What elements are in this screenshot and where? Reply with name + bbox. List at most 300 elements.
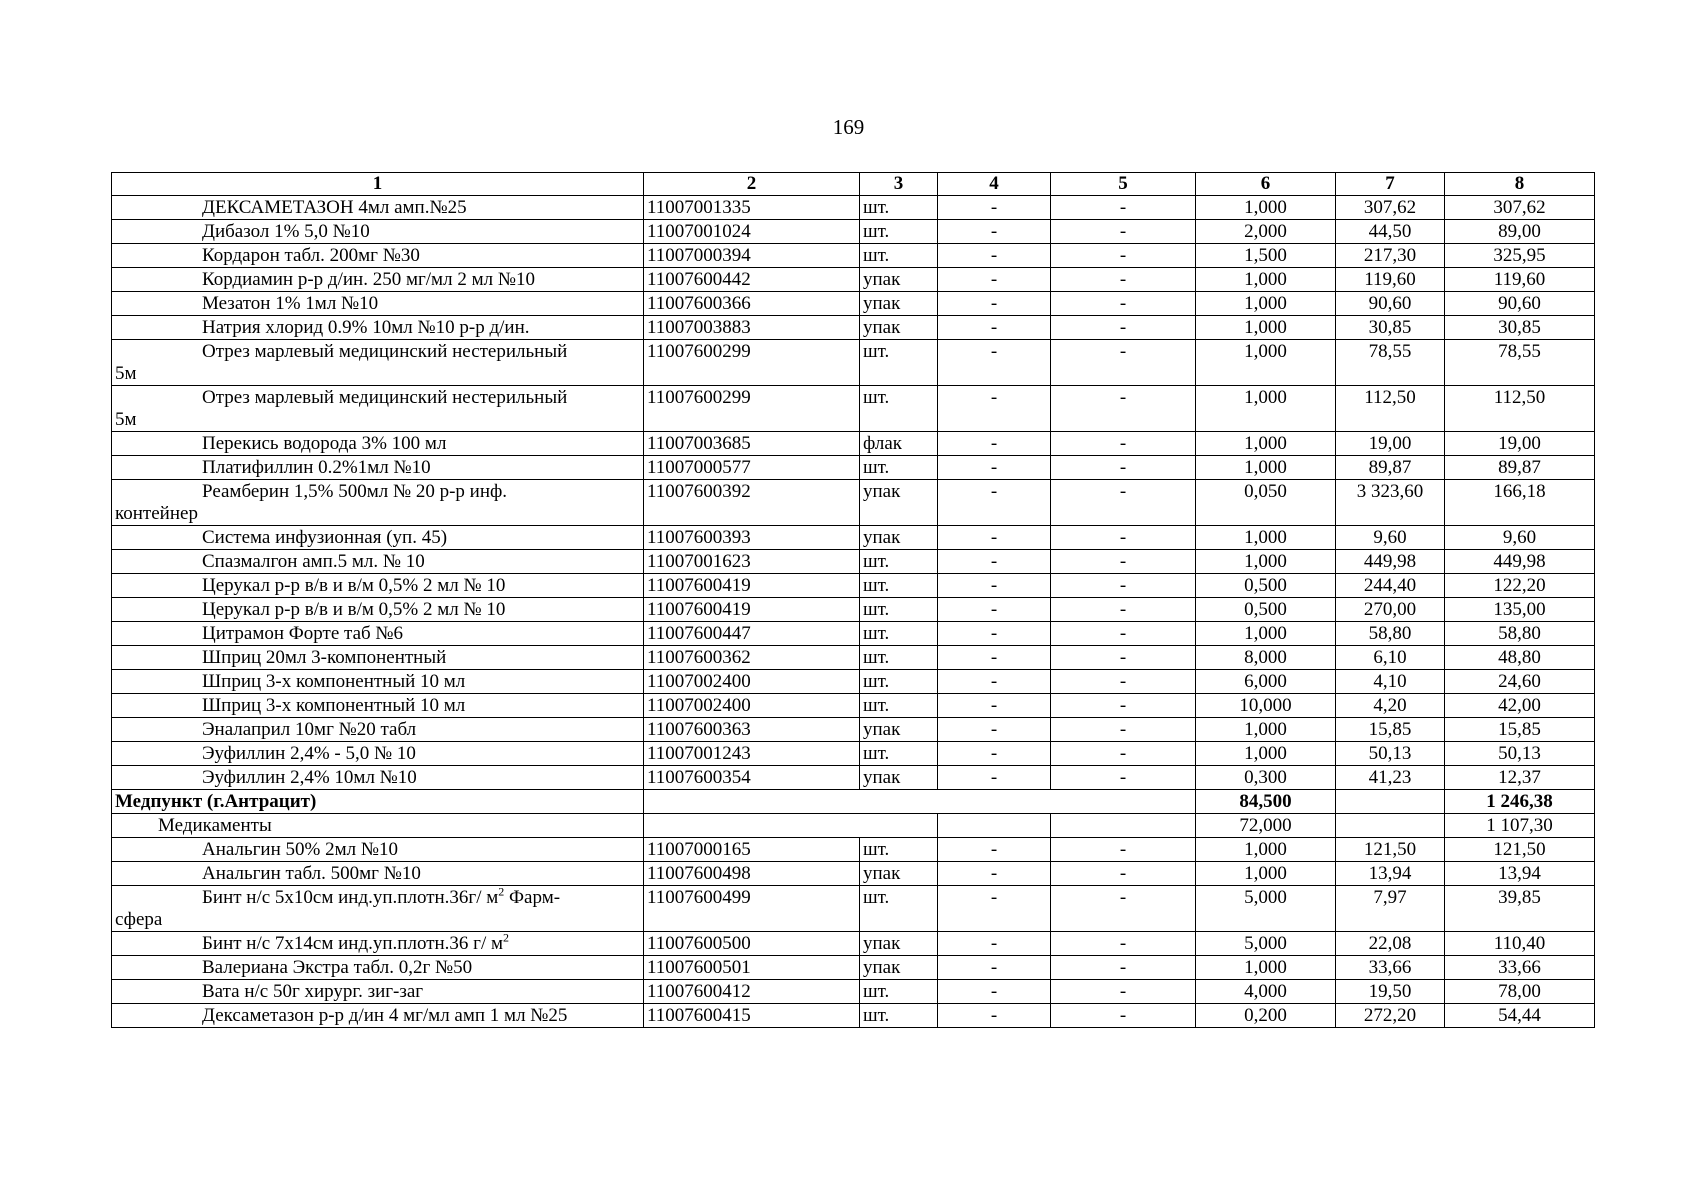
item-price: 15,85	[1336, 718, 1445, 742]
item-name-line	[115, 433, 640, 455]
item-qty: 1,000	[1196, 196, 1336, 220]
item-code: 11007600415	[644, 1004, 860, 1028]
item-unit: шт.	[860, 670, 938, 694]
item-col5: -	[1051, 932, 1196, 956]
item-code: 11007600366	[644, 292, 860, 316]
item-unit: шт.	[860, 456, 938, 480]
item-unit: упак	[860, 766, 938, 790]
item-code: 11007002400	[644, 670, 860, 694]
item-name-continuation: 5м	[115, 409, 137, 430]
item-code: 11007600419	[644, 574, 860, 598]
item-name-cell	[112, 862, 644, 886]
item-name: Система инфузионная (уп. 45)	[202, 527, 448, 548]
table-row	[112, 646, 1595, 670]
item-col5: -	[1051, 598, 1196, 622]
item-col5: -	[1051, 196, 1196, 220]
item-name-cell	[112, 432, 644, 456]
item-price: 90,60	[1336, 292, 1445, 316]
item-qty: 8,000	[1196, 646, 1336, 670]
item-price: 50,13	[1336, 742, 1445, 766]
subgroup-price-empty	[1336, 814, 1445, 838]
item-sum: 33,66	[1445, 956, 1595, 980]
table-row	[112, 244, 1595, 268]
item-unit: упак	[860, 956, 938, 980]
table-row	[112, 622, 1595, 646]
item-name-line	[115, 695, 640, 717]
table-row	[112, 670, 1595, 694]
item-name-cell	[112, 670, 644, 694]
item-col4: -	[938, 956, 1051, 980]
item-name-line	[115, 1005, 640, 1027]
item-price: 119,60	[1336, 268, 1445, 292]
item-col4: -	[938, 386, 1051, 432]
table-row	[112, 386, 1595, 432]
item-price: 270,00	[1336, 598, 1445, 622]
item-qty: 2,000	[1196, 220, 1336, 244]
item-col4: -	[938, 526, 1051, 550]
item-unit: флак	[860, 432, 938, 456]
item-name-line	[115, 575, 640, 597]
item-price: 22,08	[1336, 932, 1445, 956]
item-unit: упак	[860, 316, 938, 340]
item-price: 78,55	[1336, 340, 1445, 386]
group-name: Медпункт (г.Антрацит)	[112, 790, 644, 814]
item-qty: 1,000	[1196, 386, 1336, 432]
item-qty: 1,000	[1196, 292, 1336, 316]
item-qty: 1,000	[1196, 862, 1336, 886]
item-unit: упак	[860, 480, 938, 526]
item-col5: -	[1051, 670, 1196, 694]
table-row	[112, 432, 1595, 456]
item-code: 11007600412	[644, 980, 860, 1004]
item-name: ДЕКСАМЕТАЗОН 4мл амп.№25	[202, 197, 467, 218]
item-col5: -	[1051, 838, 1196, 862]
item-unit: шт.	[860, 622, 938, 646]
item-unit: шт.	[860, 386, 938, 432]
item-name-cell	[112, 886, 644, 932]
item-col5: -	[1051, 622, 1196, 646]
item-sum: 112,50	[1445, 386, 1595, 432]
item-code: 11007000577	[644, 456, 860, 480]
table-row	[112, 196, 1595, 220]
item-name-continuation: сфера	[115, 909, 163, 930]
item-name-cell	[112, 480, 644, 526]
table-row	[112, 694, 1595, 718]
item-unit: шт.	[860, 220, 938, 244]
item-sum: 90,60	[1445, 292, 1595, 316]
item-unit: шт.	[860, 742, 938, 766]
item-name-cell	[112, 694, 644, 718]
item-price: 4,10	[1336, 670, 1445, 694]
item-price: 33,66	[1336, 956, 1445, 980]
item-sum: 12,37	[1445, 766, 1595, 790]
item-code: 11007001623	[644, 550, 860, 574]
item-code: 11007600499	[644, 886, 860, 932]
item-name-cell	[112, 268, 644, 292]
item-sum: 166,18	[1445, 480, 1595, 526]
table-row	[112, 980, 1595, 1004]
item-price: 44,50	[1336, 220, 1445, 244]
item-price: 6,10	[1336, 646, 1445, 670]
table-row	[112, 598, 1595, 622]
item-sum: 30,85	[1445, 316, 1595, 340]
item-unit: шт.	[860, 574, 938, 598]
item-qty: 0,500	[1196, 574, 1336, 598]
item-name-cell	[112, 526, 644, 550]
item-code: 11007600392	[644, 480, 860, 526]
item-name: Дибазол 1% 5,0 №10	[202, 221, 370, 242]
item-sum: 50,13	[1445, 742, 1595, 766]
item-col4: -	[938, 456, 1051, 480]
item-unit: шт.	[860, 694, 938, 718]
item-col5: -	[1051, 742, 1196, 766]
item-col4: -	[938, 196, 1051, 220]
item-code: 11007600501	[644, 956, 860, 980]
item-sum: 42,00	[1445, 694, 1595, 718]
item-price: 58,80	[1336, 622, 1445, 646]
item-name-cell	[112, 742, 644, 766]
item-col5: -	[1051, 862, 1196, 886]
column-header: 2	[644, 173, 860, 196]
item-name: Дексаметазон р-р д/ин 4 мг/мл амп 1 мл №25	[202, 1005, 568, 1026]
item-name-cell	[112, 220, 644, 244]
header-row	[112, 173, 1595, 196]
column-header: 8	[1445, 173, 1595, 196]
column-header: 4	[938, 173, 1051, 196]
item-col4: -	[938, 1004, 1051, 1028]
item-code: 11007600299	[644, 340, 860, 386]
item-qty: 1,000	[1196, 268, 1336, 292]
item-name-cell	[112, 292, 644, 316]
item-price: 244,40	[1336, 574, 1445, 598]
group-section	[112, 790, 1595, 838]
item-name-line	[115, 457, 640, 479]
subgroup-empty-cell	[644, 814, 938, 838]
item-col4: -	[938, 220, 1051, 244]
item-unit: шт.	[860, 340, 938, 386]
item-code: 11007003685	[644, 432, 860, 456]
table-row	[112, 526, 1595, 550]
item-col5: -	[1051, 718, 1196, 742]
item-price: 13,94	[1336, 862, 1445, 886]
item-name-line	[115, 623, 640, 645]
item-name-cell	[112, 196, 644, 220]
item-unit: упак	[860, 718, 938, 742]
group-row	[112, 790, 1595, 814]
item-price: 3 323,60	[1336, 480, 1445, 526]
item-name-line	[115, 863, 640, 885]
item-unit: упак	[860, 932, 938, 956]
item-name: Платифиллин 0.2%1мл №10	[202, 457, 431, 478]
table-row	[112, 742, 1595, 766]
item-name-cell	[112, 244, 644, 268]
item-name-line	[115, 269, 640, 291]
table-row	[112, 886, 1595, 932]
item-name-suffix: Фарм-	[504, 887, 561, 908]
item-col5: -	[1051, 220, 1196, 244]
item-col5: -	[1051, 292, 1196, 316]
item-col5: -	[1051, 526, 1196, 550]
item-qty: 1,500	[1196, 244, 1336, 268]
item-name-line	[115, 245, 640, 267]
table-row	[112, 766, 1595, 790]
table-row	[112, 220, 1595, 244]
item-code: 11007000165	[644, 838, 860, 862]
item-unit: шт.	[860, 1004, 938, 1028]
item-name-cell	[112, 956, 644, 980]
item-qty: 1,000	[1196, 340, 1336, 386]
item-qty: 1,000	[1196, 742, 1336, 766]
medication-table	[111, 172, 1595, 1028]
column-header: 5	[1051, 173, 1196, 196]
item-price: 4,20	[1336, 694, 1445, 718]
item-qty: 10,000	[1196, 694, 1336, 718]
item-name-cell	[112, 646, 644, 670]
table-row	[112, 838, 1595, 862]
item-name: Анальгин табл. 500мг №10	[202, 863, 421, 884]
item-name-continuation: 5м	[115, 363, 137, 384]
item-name-continuation: контейнер	[115, 503, 198, 524]
item-name-cell	[112, 316, 644, 340]
group-sum: 1 246,38	[1445, 790, 1595, 814]
item-name: Отрез марлевый медицинский нестерильный	[202, 341, 568, 362]
item-qty: 0,200	[1196, 1004, 1336, 1028]
group-empty-cell	[644, 790, 1196, 814]
item-price: 307,62	[1336, 196, 1445, 220]
item-code: 11007600362	[644, 646, 860, 670]
item-unit: шт.	[860, 646, 938, 670]
item-unit: упак	[860, 292, 938, 316]
table-row	[112, 340, 1595, 386]
item-sum: 449,98	[1445, 550, 1595, 574]
item-sum: 78,55	[1445, 340, 1595, 386]
item-sum: 121,50	[1445, 838, 1595, 862]
item-qty: 1,000	[1196, 718, 1336, 742]
item-sum: 135,00	[1445, 598, 1595, 622]
item-code: 11007600447	[644, 622, 860, 646]
item-qty: 5,000	[1196, 932, 1336, 956]
item-sum: 15,85	[1445, 718, 1595, 742]
subgroup-sum: 1 107,30	[1445, 814, 1595, 838]
item-qty: 1,000	[1196, 838, 1336, 862]
item-unit: упак	[860, 526, 938, 550]
item-price: 449,98	[1336, 550, 1445, 574]
item-col4: -	[938, 292, 1051, 316]
item-qty: 5,000	[1196, 886, 1336, 932]
item-col5: -	[1051, 268, 1196, 292]
item-price: 272,20	[1336, 1004, 1445, 1028]
item-name-cell	[112, 718, 644, 742]
table-row	[112, 268, 1595, 292]
item-name: Эуфиллин 2,4% - 5,0 № 10	[202, 743, 416, 764]
subgroup-empty-cell	[938, 814, 1051, 838]
item-name: Перекись водорода 3% 100 мл	[202, 433, 447, 454]
item-col4: -	[938, 670, 1051, 694]
item-name-cell	[112, 574, 644, 598]
item-unit: шт.	[860, 196, 938, 220]
item-name-cell	[112, 932, 644, 956]
item-col4: -	[938, 268, 1051, 292]
item-sum: 122,20	[1445, 574, 1595, 598]
item-name: Эуфиллин 2,4% 10мл №10	[202, 767, 417, 788]
group-qty: 84,500	[1196, 790, 1336, 814]
item-name-cell	[112, 550, 644, 574]
item-name-cell	[112, 340, 644, 386]
item-col4: -	[938, 480, 1051, 526]
item-price: 9,60	[1336, 526, 1445, 550]
item-name-cell	[112, 598, 644, 622]
item-code: 11007600419	[644, 598, 860, 622]
item-name-line	[115, 767, 640, 789]
item-col4: -	[938, 932, 1051, 956]
item-name-cell	[112, 838, 644, 862]
item-name-line	[115, 743, 640, 765]
item-name-line	[115, 719, 640, 741]
item-sum: 54,44	[1445, 1004, 1595, 1028]
item-name: Шприц 3-х компонентный 10 мл	[202, 671, 466, 692]
item-name: Кордарон табл. 200мг №30	[202, 245, 420, 266]
item-name-line	[115, 933, 640, 955]
item-price: 112,50	[1336, 386, 1445, 432]
item-name-line	[115, 197, 640, 219]
subgroup-empty-cell	[1051, 814, 1196, 838]
item-col5: -	[1051, 980, 1196, 1004]
item-qty: 1,000	[1196, 432, 1336, 456]
item-price: 30,85	[1336, 316, 1445, 340]
item-qty: 0,500	[1196, 598, 1336, 622]
item-col4: -	[938, 766, 1051, 790]
item-col5: -	[1051, 766, 1196, 790]
item-code: 11007600299	[644, 386, 860, 432]
item-col5: -	[1051, 886, 1196, 932]
item-unit: шт.	[860, 244, 938, 268]
item-name-line	[115, 671, 640, 693]
item-code: 11007600363	[644, 718, 860, 742]
item-name: Анальгин 50% 2мл №10	[202, 839, 398, 860]
item-name-line	[115, 387, 640, 409]
table-row	[112, 456, 1595, 480]
item-name-cell	[112, 766, 644, 790]
item-qty: 0,050	[1196, 480, 1336, 526]
item-name-line	[115, 887, 640, 909]
item-col4: -	[938, 622, 1051, 646]
item-col4: -	[938, 694, 1051, 718]
item-name: Цитрамон Форте таб №6	[202, 623, 404, 644]
item-sum: 58,80	[1445, 622, 1595, 646]
column-header: 3	[860, 173, 938, 196]
item-name: Валериана Экстра табл. 0,2г №50	[202, 957, 473, 978]
item-col4: -	[938, 598, 1051, 622]
item-code: 11007600393	[644, 526, 860, 550]
item-name-line	[115, 551, 640, 573]
item-name: Кордиамин р-р д/ин. 250 мг/мл 2 мл №10	[202, 269, 535, 290]
item-qty: 1,000	[1196, 550, 1336, 574]
item-name-cell	[112, 456, 644, 480]
item-name-cell	[112, 622, 644, 646]
item-name-line	[115, 317, 640, 339]
item-col5: -	[1051, 480, 1196, 526]
item-name-line	[115, 527, 640, 549]
table-body-top	[112, 196, 1595, 790]
item-name-line	[115, 221, 640, 243]
item-col5: -	[1051, 386, 1196, 432]
item-unit: упак	[860, 268, 938, 292]
group-price-empty	[1336, 790, 1445, 814]
item-name: Шприц 3-х компонентный 10 мл	[202, 695, 466, 716]
item-name: Церукал р-р в/в и в/м 0,5% 2 мл № 10	[202, 599, 506, 620]
item-name-line	[115, 839, 640, 861]
subgroup-name: Медикаменты	[112, 814, 644, 838]
item-col5: -	[1051, 244, 1196, 268]
item-sum: 13,94	[1445, 862, 1595, 886]
item-col4: -	[938, 980, 1051, 1004]
item-qty: 1,000	[1196, 316, 1336, 340]
item-name-line	[115, 957, 640, 979]
item-sum: 89,87	[1445, 456, 1595, 480]
item-sum: 119,60	[1445, 268, 1595, 292]
item-name-cell	[112, 386, 644, 432]
item-col5: -	[1051, 694, 1196, 718]
item-name-line	[115, 599, 640, 621]
item-col5: -	[1051, 550, 1196, 574]
table-body-bottom	[112, 838, 1595, 1028]
item-col4: -	[938, 340, 1051, 386]
item-unit: шт.	[860, 838, 938, 862]
table-row	[112, 718, 1595, 742]
table-row	[112, 932, 1595, 956]
item-qty: 1,000	[1196, 456, 1336, 480]
item-qty: 1,000	[1196, 956, 1336, 980]
table-row	[112, 956, 1595, 980]
item-name-superscript: 2	[498, 885, 505, 899]
item-sum: 325,95	[1445, 244, 1595, 268]
item-sum: 48,80	[1445, 646, 1595, 670]
column-header: 1	[112, 173, 644, 196]
item-unit: шт.	[860, 980, 938, 1004]
item-code: 11007600498	[644, 862, 860, 886]
column-header: 7	[1336, 173, 1445, 196]
item-col4: -	[938, 244, 1051, 268]
item-name: Бинт н/с 5х10см инд.уп.плотн.36г/ м	[202, 887, 499, 908]
item-col4: -	[938, 862, 1051, 886]
item-code: 11007002400	[644, 694, 860, 718]
item-price: 41,23	[1336, 766, 1445, 790]
item-name-cell	[112, 1004, 644, 1028]
item-col5: -	[1051, 956, 1196, 980]
item-col4: -	[938, 742, 1051, 766]
item-name: Церукал р-р в/в и в/м 0,5% 2 мл № 10	[202, 575, 506, 596]
subgroup-row	[112, 814, 1595, 838]
item-name: Вата н/с 50г хирург. зиг-заг	[202, 981, 424, 1002]
item-col4: -	[938, 646, 1051, 670]
item-name: Натрия хлорид 0.9% 10мл №10 р-р д/ин.	[202, 317, 530, 338]
page-number: 169	[832, 115, 865, 139]
item-sum: 9,60	[1445, 526, 1595, 550]
subgroup-qty: 72,000	[1196, 814, 1336, 838]
item-qty: 1,000	[1196, 526, 1336, 550]
item-col4: -	[938, 718, 1051, 742]
table-row	[112, 316, 1595, 340]
table-row	[112, 292, 1595, 316]
item-name: Отрез марлевый медицинский нестерильный	[202, 387, 568, 408]
item-col4: -	[938, 574, 1051, 598]
item-sum: 307,62	[1445, 196, 1595, 220]
item-col5: -	[1051, 574, 1196, 598]
item-name: Спазмалгон амп.5 мл. № 10	[202, 551, 425, 572]
item-price: 19,00	[1336, 432, 1445, 456]
item-col4: -	[938, 838, 1051, 862]
item-code: 11007600442	[644, 268, 860, 292]
